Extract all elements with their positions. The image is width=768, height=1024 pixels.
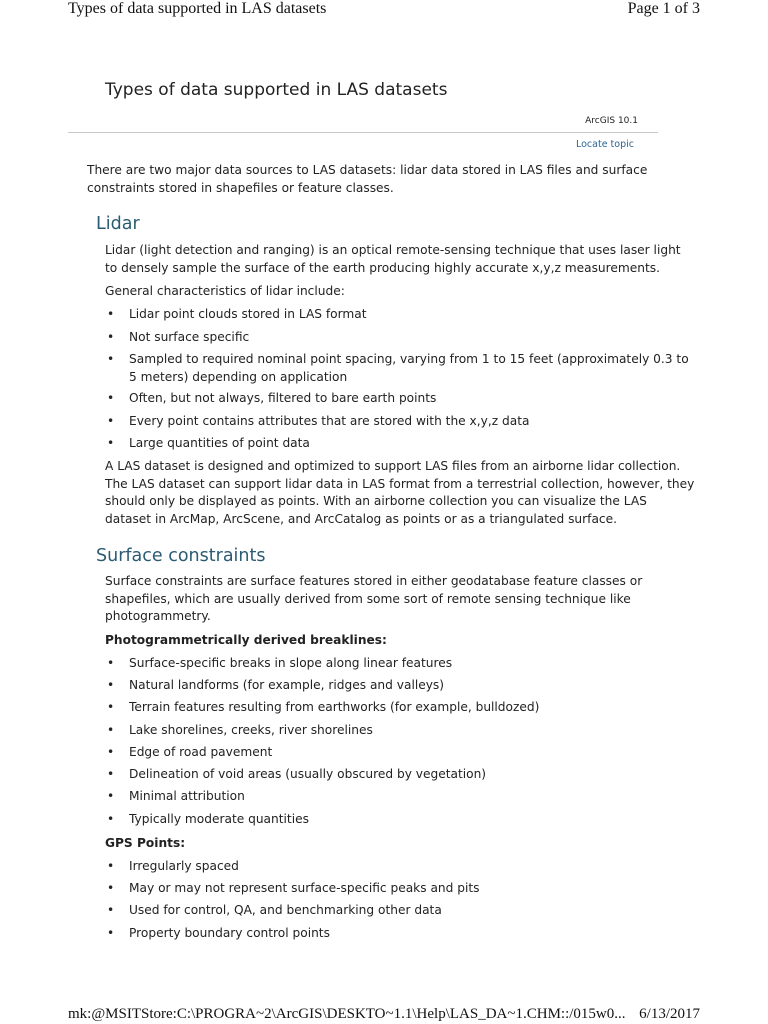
list-item: • Often, but not always, filtered to bare earth points (105, 390, 436, 408)
surface-constraints-heading: Surface constraints (96, 546, 266, 566)
lidar-paragraph-3: A LAS dataset is designed and optimized to support LAS files from an airborne lidar collection. The LAS dataset can support lidar data in LAS format from a terrestrial collection, however, they should only be displayed as points. With an airborne collection you can visualize the LAS dataset in ArcMap, ArcScene, and ArcCatalog as points or as a triangulated surface. (105, 459, 695, 526)
list-item: • Delineation of void areas (usually obscured by vegetation) (105, 766, 486, 784)
print-header-title: Types of data supported in LAS datasets (68, 0, 327, 17)
title-divider (68, 132, 658, 133)
print-footer-date: 6/13/2017 (639, 1006, 700, 1022)
list-item: • Used for control, QA, and benchmarking other data (105, 902, 442, 920)
list-item: • Irregularly spaced (105, 858, 239, 876)
list-item: • Edge of road pavement (105, 744, 272, 762)
list-item: • Minimal attribution (105, 788, 245, 806)
list-item: • Natural landforms (for example, ridges and valleys) (105, 677, 444, 695)
surface-paragraph-1: Surface constraints are surface features stored in either geodatabase feature classes or shapefiles, which are usually derived from some sort of remote sensing technique like photogrammetry. (105, 574, 643, 623)
list-item: • May or may not represent surface-specific peaks and pits (105, 880, 480, 898)
list-item: • Lake shorelines, creeks, river shorelines (105, 722, 373, 740)
list-item: • Property boundary control points (105, 925, 330, 943)
list-item: • Large quantities of point data (105, 435, 310, 453)
list-item: • Surface-specific breaks in slope along linear features (105, 655, 452, 673)
intro-paragraph: There are two major data sources to LAS datasets: lidar data stored in LAS files and surface constraints stored in shapefiles or feature classes. (87, 163, 648, 195)
lidar-heading: Lidar (96, 214, 140, 234)
list-item: • Not surface specific (105, 329, 249, 347)
print-header-page-number: Page 1 of 3 (627, 0, 700, 17)
version-label: ArcGIS 10.1 (585, 116, 638, 126)
locate-topic-link[interactable]: Locate topic (575, 139, 634, 150)
list-item: • Lidar point clouds stored in LAS format (105, 306, 367, 324)
lidar-paragraph-1: Lidar (light detection and ranging) is an optical remote-sensing technique that uses laser light to densely sample the surface of the earth producing highly accurate x,y,z measurements. (105, 243, 681, 275)
page-title: Types of data supported in LAS datasets (105, 80, 448, 100)
list-item: • Every point contains attributes that are stored with the x,y,z data (105, 413, 529, 431)
list-item: • Sampled to required nominal point spacing, varying from 1 to 15 feet (approximately 0.3 to 5 meters) depending on application (105, 351, 695, 386)
breaklines-label (105, 632, 695, 650)
gps-points-label (105, 835, 695, 853)
print-footer-path: mk:@MSITStore:C:\PROGRA~2\ArcGIS\DESKTO~1.1\Help\LAS_DA~1.CHM::/015w0... (68, 1006, 626, 1022)
list-item: • Typically moderate quantities (105, 811, 309, 829)
breaklines-label-text: Photogrammetrically derived breaklines: (105, 633, 387, 647)
lidar-paragraph-2: General characteristics of lidar include: (105, 284, 345, 298)
gps-points-label-text: GPS Points: (105, 836, 186, 850)
list-item: • Terrain features resulting from earthworks (for example, bulldozed) (105, 699, 539, 717)
